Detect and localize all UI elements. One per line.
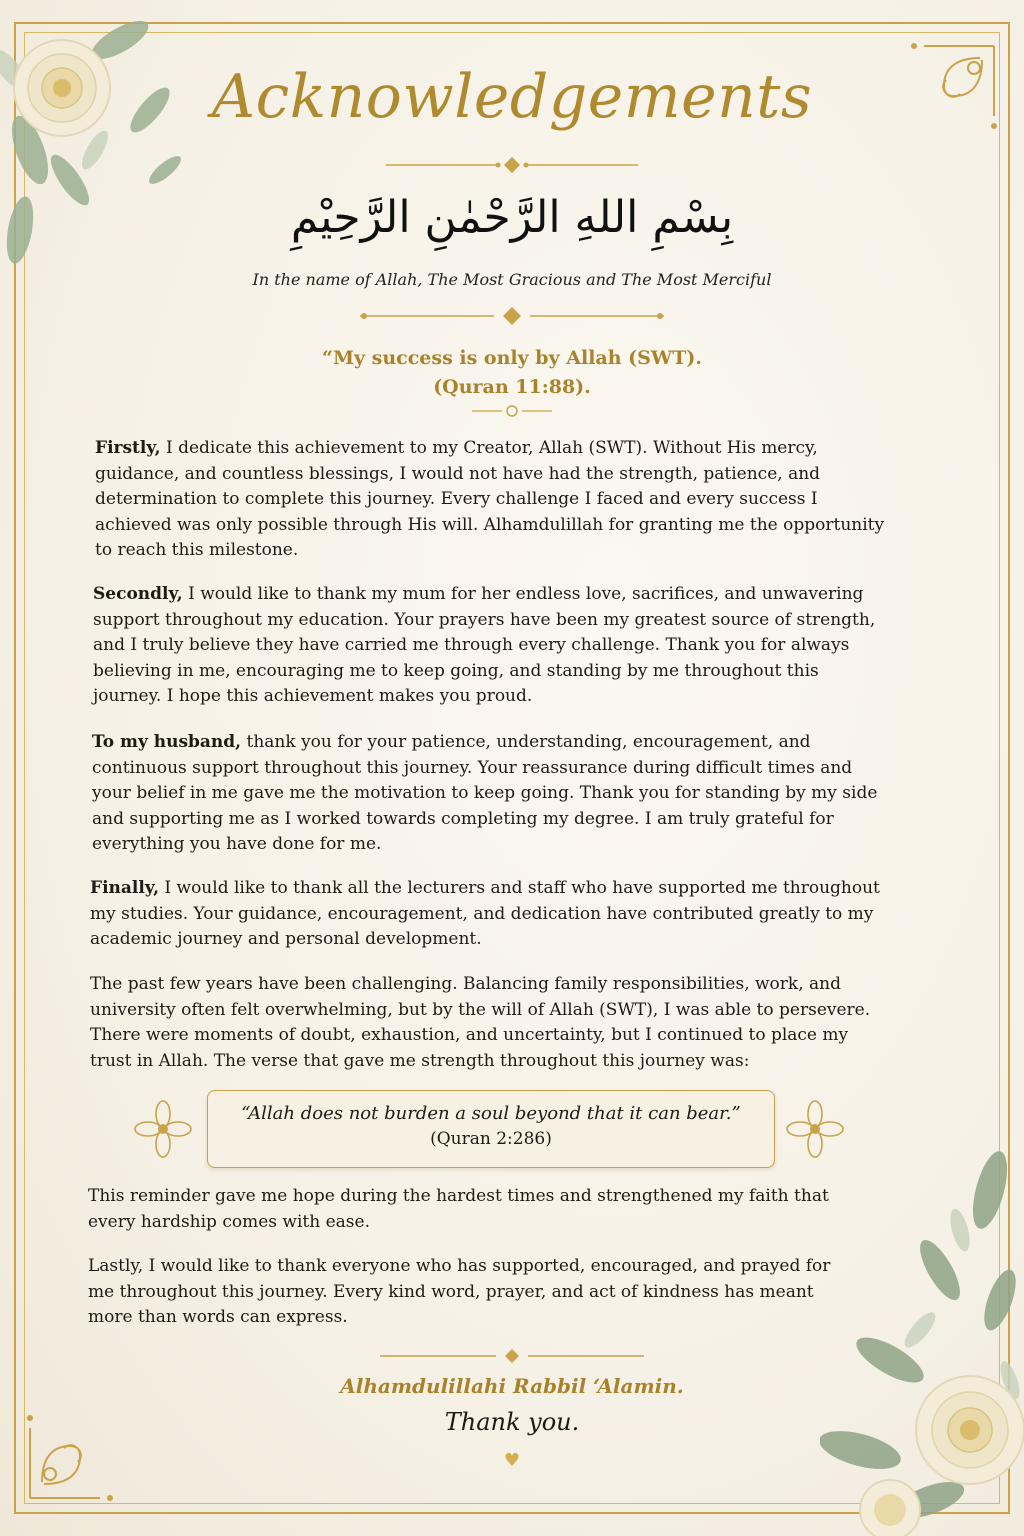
paragraph-text: I dedicate this achievement to my Creator, Allah (SWT). Without His mercy, guidance, and countless blessings, I would not have had the strength, patience, and determination to complete this journey. Every challenge I faced and every success I achieved was only possible through His will. Alhamdulillah for granting me the opportunity to reach this milestone. (95, 438, 885, 560)
paragraph-lead: To my husband, (92, 732, 242, 752)
verse-box (207, 1090, 775, 1168)
verse-reference: (Quran 2:286) (430, 1129, 552, 1149)
paragraph-reminder (88, 1184, 878, 1235)
paragraph-text: I would like to thank all the lecturers and staff who have supported me throughout my studies. Your guidance, encouragement, and dedication have contributed greatly to my academic journey and personal development. (90, 878, 880, 949)
rosette-icon (132, 1098, 194, 1160)
verse-text: “Allah does not burden a soul beyond that it can bear.” (241, 1103, 741, 1124)
paragraph-lead: Finally, (90, 878, 159, 898)
paragraph-lead: Secondly, (93, 584, 183, 604)
opening-quote-line2: (Quran 11:88). (433, 376, 591, 398)
paragraph-text: I would like to thank my mum for her endless love, sacrifices, and unwavering support throughout my education. Your prayers have been my greatest source of strength, and I truly believe they have carried me through every challenge. Thank you for always believing in me, encouraging me to keep going, and standing by me throughout this journey. I hope this achievement makes you proud. (93, 584, 876, 706)
paragraph-text: Lastly, I would like to thank everyone who has supported, encouraged, and prayed for me throughout this journey. Every kind word, prayer, and act of kindness has meant more than words can express. (88, 1256, 831, 1327)
paragraph-husband (92, 730, 882, 858)
rosette-icon (784, 1098, 846, 1160)
paragraph-lead: Firstly, (95, 438, 161, 458)
paragraph-text: The past few years have been challenging. Balancing family responsibilities, work, and university often felt overwhelming, but by the will of Allah (SWT), I was able to persevere. There were moments of doubt, exhaustion, and uncertainty, but I continued to place my trust in Allah. The verse that gave me strength throughout this journey was: (90, 974, 871, 1071)
paragraph-firstly (95, 436, 885, 564)
subtitle: In the name of Allah, The Most Gracious and The Most Merciful (252, 270, 772, 289)
paragraph-challenges (90, 972, 880, 1074)
closing-line1: Alhamdulillahi Rabbil ‘Alamin. (340, 1374, 684, 1398)
opening-quote-line1: “My success is only by Allah (SWT). (322, 347, 702, 369)
paragraph-text: thank you for your patience, understanding, encouragement, and continuous support throughout this journey. Your reassurance during difficult times and your belief in me gave me the motivation to keep going. Thank you for standing by my side and supporting me as I worked towards completing my degree. I am truly grateful for everything you have done for me. (92, 732, 878, 854)
small-divider-icon (472, 404, 552, 418)
closing-line2: Thank you. (444, 1408, 580, 1436)
paragraph-finally (90, 876, 880, 953)
ornament-divider-icon (360, 306, 664, 326)
page-title: Acknowledgements (211, 62, 813, 132)
paragraph-text: This reminder gave me hope during the hardest times and strengthened my faith that every hardship comes with ease. (88, 1186, 829, 1232)
ornament-divider-icon (386, 156, 638, 174)
opening-quote (0, 344, 1024, 402)
bismillah-text: بِسْمِ اللهِ الرَّحْمٰنِ الرَّحِيْمِ (290, 192, 734, 243)
paragraph-lastly (88, 1254, 848, 1331)
paragraph-secondly (93, 582, 883, 710)
bottom-left-corner-scroll-icon (24, 1384, 140, 1504)
heart-icon: ♥ (503, 1450, 521, 1471)
ornament-divider-icon (380, 1348, 644, 1364)
